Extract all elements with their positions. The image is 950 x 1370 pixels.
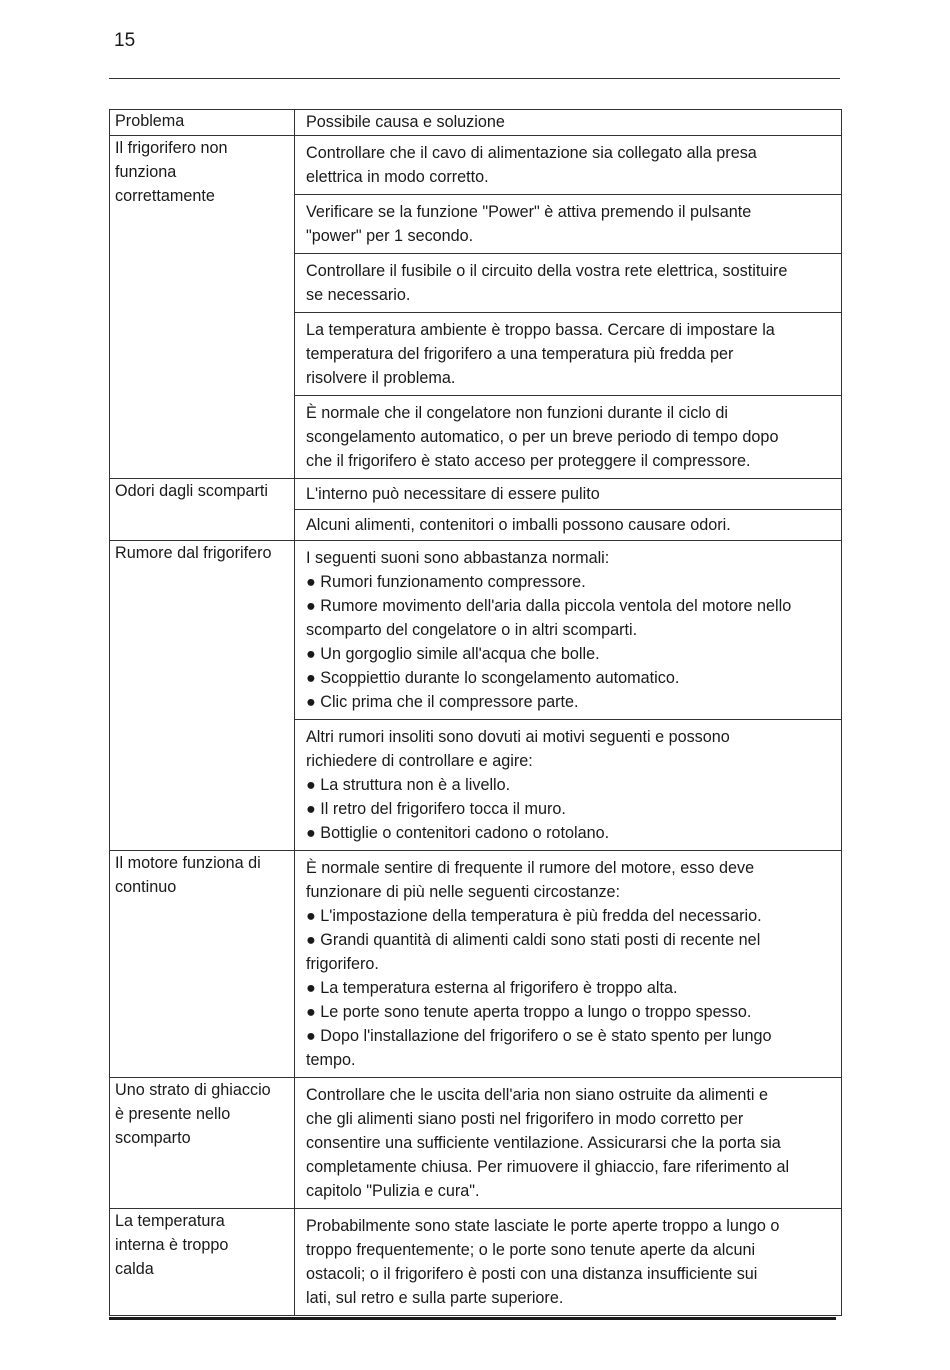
solution-cell [295,720,842,851]
solution-text: richiedere di controllare e agire: [306,752,533,770]
bullet-item: ● Il retro del frigorifero tocca il muro. [306,800,566,818]
problem-text: calda [115,1260,154,1278]
solution-text: Controllare il fusibile o il circuito della vostra rete elettrica, sostituire [306,262,788,280]
table-row [110,1209,842,1316]
solution-text: se necessario. [306,286,411,304]
bullet-item: ● Rumore movimento dell'aria dalla piccola ventola del motore nello [306,597,792,615]
solution-cell [295,396,842,479]
solution-cell [295,254,842,313]
problem-cell [110,136,295,479]
problem-text: è presente nello [115,1105,231,1123]
solution-text: elettrica in modo corretto. [306,168,489,186]
table-row [110,1078,842,1209]
table-row [110,136,842,195]
solution-text: scomparto del congelatore o in altri scomparti. [306,621,638,639]
solution-text: Controllare che il cavo di alimentazione sia collegato alla presa [306,144,757,162]
problem-text: funziona [115,163,177,181]
solution-cell [295,195,842,254]
problem-cell [110,541,295,851]
solution-text: Alcuni alimenti, contenitori o imballi possono causare odori. [306,516,731,534]
problem-text: interna è troppo [115,1236,229,1254]
problem-text: correttamente [115,187,215,205]
solution-text: È normale sentire di frequente il rumore del motore, esso deve [306,859,755,877]
solution-text: risolvere il problema. [306,369,456,387]
table-header-row [110,110,842,136]
problem-text: Il frigorifero non [115,139,228,157]
solution-cell [295,313,842,396]
table-row [110,479,842,510]
problem-text: scomparto [115,1129,191,1147]
solution-text: Probabilmente sono state lasciate le porte aperte troppo a lungo o [306,1217,780,1235]
problem-text: La temperatura [115,1212,225,1230]
solution-text: tempo. [306,1051,356,1069]
solution-text: scongelamento automatico, o per un breve periodo di tempo dopo [306,428,779,446]
solution-text: troppo frequentemente; o le porte sono tenute aperte da alcuni [306,1241,756,1259]
solution-text: che il frigorifero è stato acceso per proteggere il compressore. [306,452,751,470]
solution-cell [295,1078,842,1209]
bullet-item: ● Rumori funzionamento compressore. [306,573,586,591]
solution-text: Controllare che le uscita dell'aria non siano ostruite da alimenti e [306,1086,768,1104]
bullet-item: ● Grandi quantità di alimenti caldi sono stati posti di recente nel [306,931,761,949]
problem-cell [110,479,295,541]
bullet-item: ● Bottiglie o contenitori cadono o rotolano. [306,824,610,842]
page-number: 15 [114,30,136,51]
solution-text: completamente chiusa. Per rimuovere il ghiaccio, fare riferimento al [306,1158,790,1176]
solution-text: funzionare di più nelle seguenti circostanze: [306,883,621,901]
bullet-item: ● Scoppiettio durante lo scongelamento automatico. [306,669,680,687]
solution-cell [295,541,842,720]
solution-text: ostacoli; o il frigorifero è posti con una distanza insufficiente sui [306,1265,758,1283]
solution-text: Altri rumori insoliti sono dovuti ai motivi seguenti e possono [306,728,730,746]
problem-cell [110,851,295,1078]
problem-cell [110,1078,295,1209]
solution-text: Verificare se la funzione "Power" è attiva premendo il pulsante [306,203,752,221]
table-row [110,541,842,720]
problem-text: continuo [115,878,177,896]
solution-text: lati, sul retro e sulla parte superiore. [306,1289,564,1307]
solution-text: "power" per 1 secondo. [306,227,474,245]
bullet-item: ● La struttura non è a livello. [306,776,511,794]
bullet-item: ● Dopo l'installazione del frigorifero o se è stato spento per lungo [306,1027,772,1045]
solution-text: temperatura del frigorifero a una temperatura più fredda per [306,345,734,363]
solution-text: È normale che il congelatore non funzioni durante il ciclo di [306,404,729,422]
solution-text: consentire una sufficiente ventilazione. Assicurarsi che la porta sia [306,1134,781,1152]
header-rule [109,78,840,79]
bullet-item: ● L'impostazione della temperatura è più fredda del necessario. [306,907,762,925]
bullet-item: ● Clic prima che il compressore parte. [306,693,579,711]
bullet-item: ● Un gorgoglio simile all'acqua che bolle. [306,645,600,663]
problem-text: Il motore funziona di [115,854,261,872]
table-row [110,851,842,1078]
bullet-item: ● Le porte sono tenute aperta troppo a lungo o troppo spesso. [306,1003,752,1021]
solution-cell [295,851,842,1078]
header-solution: Possibile causa e soluzione [295,110,842,136]
solution-cell [295,136,842,195]
problem-cell [110,1209,295,1316]
problem-text: Uno strato di ghiaccio [115,1081,271,1099]
solution-text: che gli alimenti siano posti nel frigorifero in modo corretto per [306,1110,744,1128]
bullet-item: ● La temperatura esterna al frigorifero è troppo alta. [306,979,678,997]
footer-rule [109,1317,836,1320]
solution-cell [295,510,842,541]
solution-text: capitolo "Pulizia e cura". [306,1182,480,1200]
troubleshooting-table [109,109,842,1316]
solution-cell [295,479,842,510]
problem-text: Odori dagli scomparti [115,482,268,500]
solution-text: L'interno può necessitare di essere pulito [306,485,600,503]
solution-text: I seguenti suoni sono abbastanza normali: [306,549,610,567]
header-problem: Problema [110,110,295,136]
solution-text: La temperatura ambiente è troppo bassa. Cercare di impostare la [306,321,775,339]
solution-text: frigorifero. [306,955,379,973]
problem-text: Rumore dal frigorifero [115,544,272,562]
solution-cell [295,1209,842,1316]
